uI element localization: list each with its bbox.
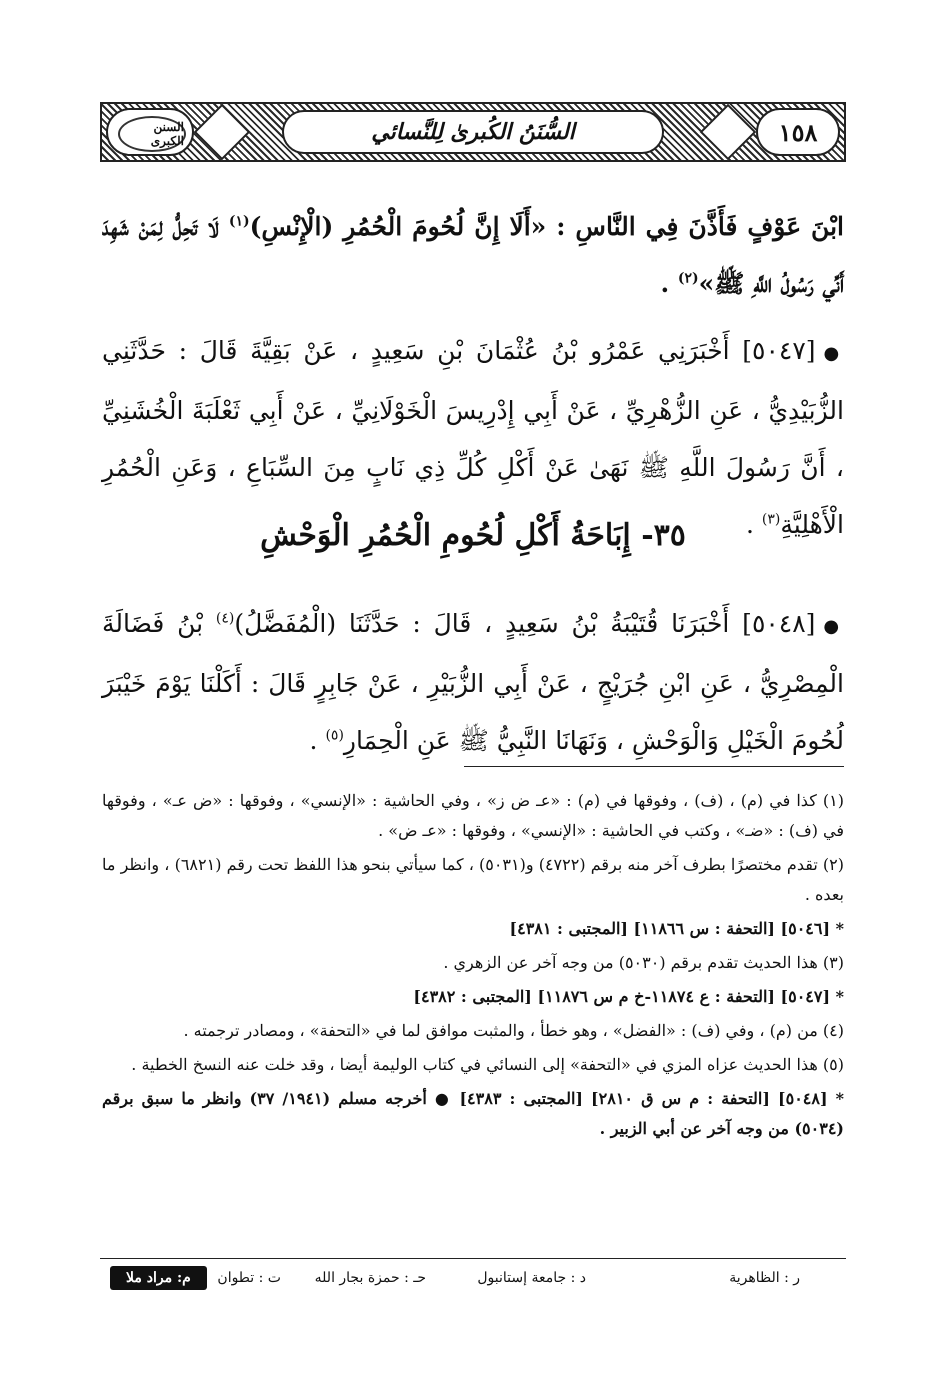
legend-h: حـ : حمزة بجار الله [314, 1270, 426, 1286]
header-ornament-right [700, 104, 757, 161]
footnote-ref-3[interactable]: (٣) [761, 511, 781, 528]
manuscript-legend [100, 1266, 846, 1296]
p3-text: [٥٠٤٨] أَخْبَرَنَا قُتَيْبَةُ بْنُ سَعِيدٍ ، قَالَ : حَدَّثَنَا (الْمُفَضَّلُ) [234, 609, 816, 638]
footnote-ref-2[interactable]: (٢) [677, 270, 699, 287]
footnote-2: (٢) تقدم مختصرًا بطرف آخر منه برقم (٤٧٢٢) و(٥٠٣١) ، كما سيأتي بنحو هذا اللفظ تحت رقم (٦٨٢١) ، وانظر ما بعده . [102, 855, 845, 904]
footnotes [102, 786, 844, 1148]
p3-text-b: بْنُ فَضَالَةَ الْمِصْرِيُّ ، عَنِ ابْنِ جُرَيْجٍ ، عَنْ أَبِي الزُّبَيْرِ ، عَنْ جَابِرٍ قَالَ : أَكَلْنَا يَوْمَ خَيْبَرَ لُحُومَ الْخَيْلِ وَالْوَحْشِ ، وَنَهَانَا النَّبِيُّ ﷺ عَنِ الْحِمَارِ [102, 609, 844, 755]
book-seal-icon [118, 116, 186, 152]
p3-end: . [309, 726, 326, 755]
p1-text: ابْنَ عَوْفٍ فَأَذَّنَ فِي النَّاسِ : «أَلَا إِنَّ لُحُومَ الْحُمُرِ (الْإِنْسِ) [249, 212, 844, 241]
hadith-continuation [102, 198, 844, 312]
footnote-divider [464, 766, 844, 767]
chapter-heading: ٣٥- إِبَاحَةُ أَكْلِ لُحُومِ الْحُمُرِ الْوَحْشِ [260, 518, 686, 553]
legend-badge: م: مراد ملا [110, 1266, 207, 1290]
p2-end: . [746, 510, 762, 539]
footnote-ref-1[interactable]: (١) [228, 213, 250, 230]
page-number: ١٥٨ [778, 117, 818, 147]
p1-text-b: لَا تَحِلُّ لِمَنْ شَهِدَ أَنِّي رَسُولُ اللَّهِ ﷺ» [102, 212, 844, 298]
footnote-ref-4[interactable]: (٤) [215, 610, 235, 627]
seal-frame [106, 108, 194, 156]
legend-d: د : جامعة إستانبول [477, 1270, 586, 1286]
footnote-4: (٤) من (م) ، وفي (ف) : «الفضل» ، وهو خطأ ، والمثبت موافق لما في «التحفة» ، ومصادر ترجمته . [183, 1021, 844, 1040]
legend-r: ر : الظاهرية [729, 1270, 800, 1286]
takhrij-5048: * [٥٠٤٨] [التحفة : م س ق ٢٨١٠] [المجتبى : ٤٣٨٣] ● أخرجه مسلم (١٩٤١/ ٣٧) وانظر ما سبق برقم (٥٠٣٤) من وجه آخر عن أبي الزبير . [102, 1089, 844, 1138]
takhrij-5046: * [٥٠٤٦] [التحفة : س ١١٨٦٦] [المجتبى : ٤٣٨١] [509, 919, 844, 938]
header-ornament-left [194, 104, 251, 161]
bullet-icon: ● [823, 616, 844, 637]
p1-end: . [660, 269, 678, 298]
bullet-icon: ● [823, 343, 844, 364]
book-title-text: السُّنَنُ الكُبرىٰ لِلنَّسائي [371, 119, 575, 145]
seal-text: السنن الكبرى [150, 120, 184, 148]
legend-divider [100, 1258, 846, 1259]
hadith-5048 [102, 595, 844, 769]
takhrij-5047: * [٥٠٤٧] [التحفة : ع ١١٨٧٤-خ م س ١١٨٧٦] [المجتبى : ٤٣٨٢] [413, 987, 844, 1006]
page-number-frame [756, 108, 840, 156]
footnote-3: (٣) هذا الحديث تقدم برقم (٥٠٣٠) من وجه آخر عن الزهري . [443, 953, 844, 972]
page-header [100, 102, 846, 162]
p2-text: [٥٠٤٧] أَخْبَرَنِي عَمْرُو بْنُ عُثْمَانَ بْنِ سَعِيدٍ ، عَنْ بَقِيَّةَ قَالَ : حَدَّثَنِي الزُّبَيْدِيُّ ، عَنِ الزُّهْرِيِّ ، عَنْ أَبِي إِدْرِيسَ الْخَوْلَانِيِّ ، عَنْ أَبِي ثَعْلَبَةَ الْخُشَنِيِّ ، أَنَّ رَسُولَ اللَّهِ ﷺ نَهَىٰ عَنْ أَكْلِ كُلِّ ذِي نَابٍ مِنَ السِّبَاعِ ، وَعَنِ الْحُمُرِ الْأَهْلِيَّةِ [102, 336, 844, 539]
footnote-ref-5[interactable]: (٥) [325, 727, 344, 744]
footnote-1: (١) كذا في (م) ، (ف) ، وفوقها في (م) : «عـ ض ز» ، وفي الحاشية : «الإنسي» ، وفوقها : «ض عـ» ، وفوقها في (ف) : «ضـ» ، وكتب في الحاشية : «الإنسي» ، وفوقها : «عـ ض» . [102, 791, 845, 840]
book-title [282, 110, 664, 154]
legend-t: ت : تطوان [217, 1270, 281, 1286]
footnote-5: (٥) هذا الحديث عزاه المزي في «التحفة» إلى النسائي في كتاب الوليمة أيضا ، وقد خلت عنه النسخ الخطية . [131, 1055, 844, 1074]
